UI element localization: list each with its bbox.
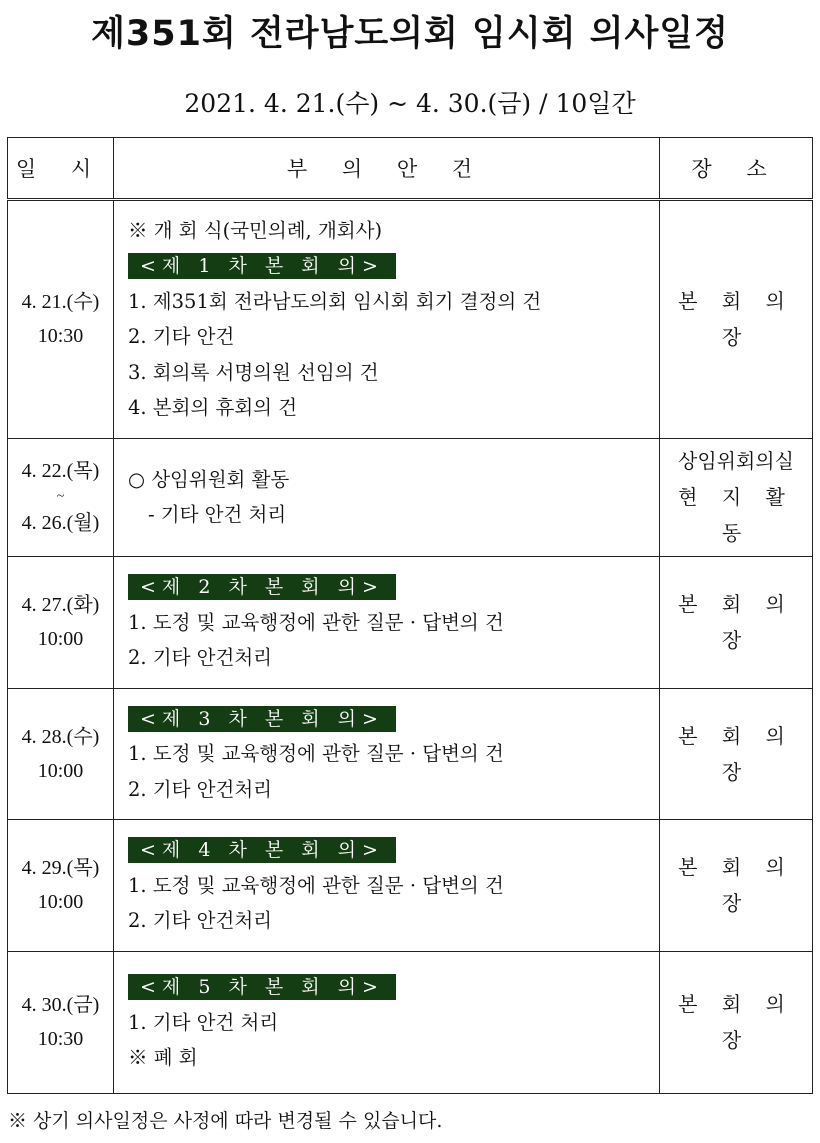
date-line: 10:00 xyxy=(37,759,84,782)
place-cell xyxy=(660,200,813,439)
agenda-item xyxy=(128,605,659,641)
agenda-item-text: 4. 본회의 휴회의 건 xyxy=(128,396,298,420)
session-badge: <제 3 차 본 회 의> xyxy=(128,706,396,732)
document-title: 제351회 전라남도의회 임시회 의사일정 xyxy=(91,14,729,54)
session-row xyxy=(128,832,659,868)
agenda-item xyxy=(128,1005,659,1041)
header-date: 일 시 xyxy=(8,138,114,200)
agenda-item-text: 1. 도정 및 교육행정에 관한 질문 · 답변의 건 xyxy=(128,873,504,897)
place-cell xyxy=(660,557,813,688)
agenda-item xyxy=(128,736,659,772)
schedule-row xyxy=(8,557,813,688)
date-line: 4. 21.(수) xyxy=(21,291,100,314)
agenda-item-text: ※ 개 회 식(국민의례, 개회사) xyxy=(128,218,383,242)
agenda-item-text: - 기타 안건 처리 xyxy=(148,503,287,527)
place-line: 현 지 활 동 xyxy=(678,485,794,546)
place-line: 본 회 의 장 xyxy=(678,855,794,916)
schedule-row xyxy=(8,438,813,556)
agenda-item-text: ※ 폐 회 xyxy=(128,1046,198,1069)
place-cell xyxy=(660,438,813,556)
place-cell xyxy=(660,820,813,951)
place-line: 본 회 의 장 xyxy=(678,992,794,1053)
session-row xyxy=(128,248,659,284)
date-cell xyxy=(8,200,114,439)
place-line: 본 회 의 장 xyxy=(678,289,794,350)
agenda-item xyxy=(128,497,659,533)
agenda-cell xyxy=(114,820,660,951)
agenda-item-text: 2. 기타 안건처리 xyxy=(128,777,273,801)
schedule-table xyxy=(7,137,813,1094)
agenda-item xyxy=(128,213,659,249)
agenda-item-text: 2. 기타 안건처리 xyxy=(128,646,273,670)
session-row xyxy=(128,969,659,1005)
agenda-cell xyxy=(114,688,660,819)
date-line: 10:00 xyxy=(37,628,84,651)
date-line: 4. 26.(월) xyxy=(21,512,100,535)
agenda-item-text: ○ 상임위원회 활동 xyxy=(128,467,290,491)
agenda-item-text: 2. 기타 안건 xyxy=(128,325,235,349)
session-period: 2021. 4. 21.(수) ~ 4. 30.(금) / 10일간 xyxy=(184,89,636,118)
agenda-item xyxy=(128,355,659,391)
date-line: 4. 30.(금) xyxy=(21,994,100,1017)
session-row xyxy=(128,569,659,605)
schedule-body xyxy=(8,200,813,1094)
agenda-item-text: 1. 제351회 전라남도의회 임시회 회기 결정의 건 xyxy=(128,289,542,313)
agenda-item xyxy=(128,868,659,904)
date-line: 4. 28.(수) xyxy=(21,725,100,748)
schedule-row xyxy=(8,820,813,951)
session-badge: <제 5 차 본 회 의> xyxy=(128,974,396,1000)
agenda-item-text: 1. 도정 및 교육행정에 관한 질문 · 답변의 건 xyxy=(128,742,504,766)
place-line: 본 회 의 장 xyxy=(678,723,794,784)
date-cell xyxy=(8,951,114,1094)
agenda-item-text: 1. 기타 안건 처리 xyxy=(128,1010,279,1034)
agenda-item xyxy=(128,319,659,355)
footnote: ※ 상기 의사일정은 사정에 따라 변경될 수 있습니다. xyxy=(8,1110,443,1132)
date-line: 10:00 xyxy=(37,891,84,914)
date-line: 4. 27.(화) xyxy=(21,594,100,617)
agenda-cell xyxy=(114,951,660,1094)
agenda-cell xyxy=(114,557,660,688)
place-cell xyxy=(660,951,813,1094)
agenda-cell xyxy=(114,200,660,439)
agenda-item-text: 3. 회의록 서명의원 선임의 건 xyxy=(128,360,379,384)
date-line: 4. 22.(목) xyxy=(21,460,100,483)
agenda-item xyxy=(128,462,659,498)
session-row xyxy=(128,701,659,737)
session-badge: <제 1 차 본 회 의> xyxy=(128,253,396,279)
date-line: ~ xyxy=(56,489,65,505)
date-line: 4. 29.(목) xyxy=(21,857,100,880)
place-line: 상임위회의실 xyxy=(678,449,794,474)
header-place: 장 소 xyxy=(660,138,813,200)
agenda-item-text: 1. 도정 및 교육행정에 관한 질문 · 답변의 건 xyxy=(128,610,504,634)
schedule-row xyxy=(8,688,813,819)
agenda-item xyxy=(128,284,659,320)
agenda-item-text: 2. 기타 안건처리 xyxy=(128,909,273,933)
schedule-row xyxy=(8,200,813,439)
session-badge: <제 2 차 본 회 의> xyxy=(128,574,396,600)
date-cell xyxy=(8,557,114,688)
agenda-cell xyxy=(114,438,660,556)
date-line: 10:30 xyxy=(37,1028,84,1051)
date-line: 10:30 xyxy=(37,325,84,348)
agenda-item xyxy=(128,903,659,939)
schedule-row xyxy=(8,951,813,1094)
agenda-item xyxy=(128,772,659,808)
date-cell xyxy=(8,438,114,556)
session-badge: <제 4 차 본 회 의> xyxy=(128,837,396,863)
date-cell xyxy=(8,688,114,819)
table-header-row xyxy=(8,138,813,200)
date-cell xyxy=(8,820,114,951)
header-agenda: 부 의 안 건 xyxy=(114,138,660,200)
place-cell xyxy=(660,688,813,819)
agenda-item xyxy=(128,1040,659,1076)
agenda-item xyxy=(128,390,659,426)
agenda-item xyxy=(128,640,659,676)
place-line: 본 회 의 장 xyxy=(678,592,794,653)
